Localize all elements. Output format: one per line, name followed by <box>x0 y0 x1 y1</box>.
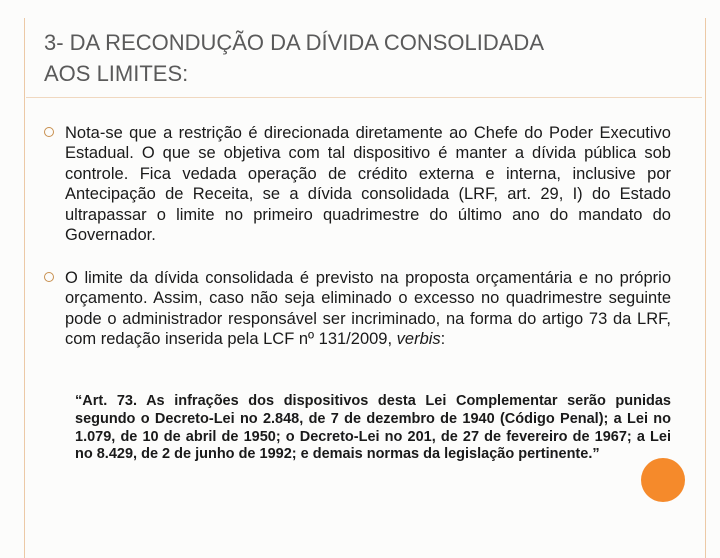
bullet-circle-icon <box>44 127 54 137</box>
verbis-emphasis: verbis <box>396 330 441 349</box>
bullet-paragraph-1: Nota-se que a restrição é direcionada diretamente ao Chefe do Poder Executivo Estadual. O que se objetiva com tal dispositivo é manter a dívida pública sob controle. Fica vedada operação de crédito externa e interna, inclusive por Antecipação de Receita, se a dívida consolidada (LRF, art. 29, I) do Estado ultrapassar o limite no primeiro quadrimestre do último ano do mandato do Governador. <box>65 124 671 245</box>
title-divider <box>26 97 702 98</box>
decorative-orange-circle <box>641 458 685 502</box>
bullet-paragraph-2 <box>65 268 671 350</box>
slide-title <box>44 27 664 89</box>
title-line-2: AOS LIMITES: <box>44 61 189 86</box>
bullet-paragraph-2-text: O limite da dívida consolidada é previsto na proposta orçamentária e no próprio orçamento. Assim, caso não seja eliminado o excesso no quadrimestre seguinte pode o administrador responsável ser incriminado, na forma do artigo 73 da LRF, com redação inserida pela LCF nº 131/2009, <box>65 269 671 349</box>
article-quote: “Art. 73. As infrações dos dispositivos desta Lei Complementar serão punidas segundo o Decreto-Lei no 2.848, de 7 de dezembro de 1940 (Código Penal); a Lei no 1.079, de 10 de abril de 1950; o Decreto-Lei no 201, de 27 de fevereiro de 1967; a Lei no 8.429, de 2 de junho de 1992; e demais normas da legislação pertinente.” <box>75 393 671 463</box>
bullet-paragraph-2-suffix: : <box>440 330 446 349</box>
bullet-circle-icon <box>44 272 54 282</box>
title-line-1: 3- DA RECONDUÇÃO DA DÍVIDA CONSOLIDADA <box>44 30 544 55</box>
